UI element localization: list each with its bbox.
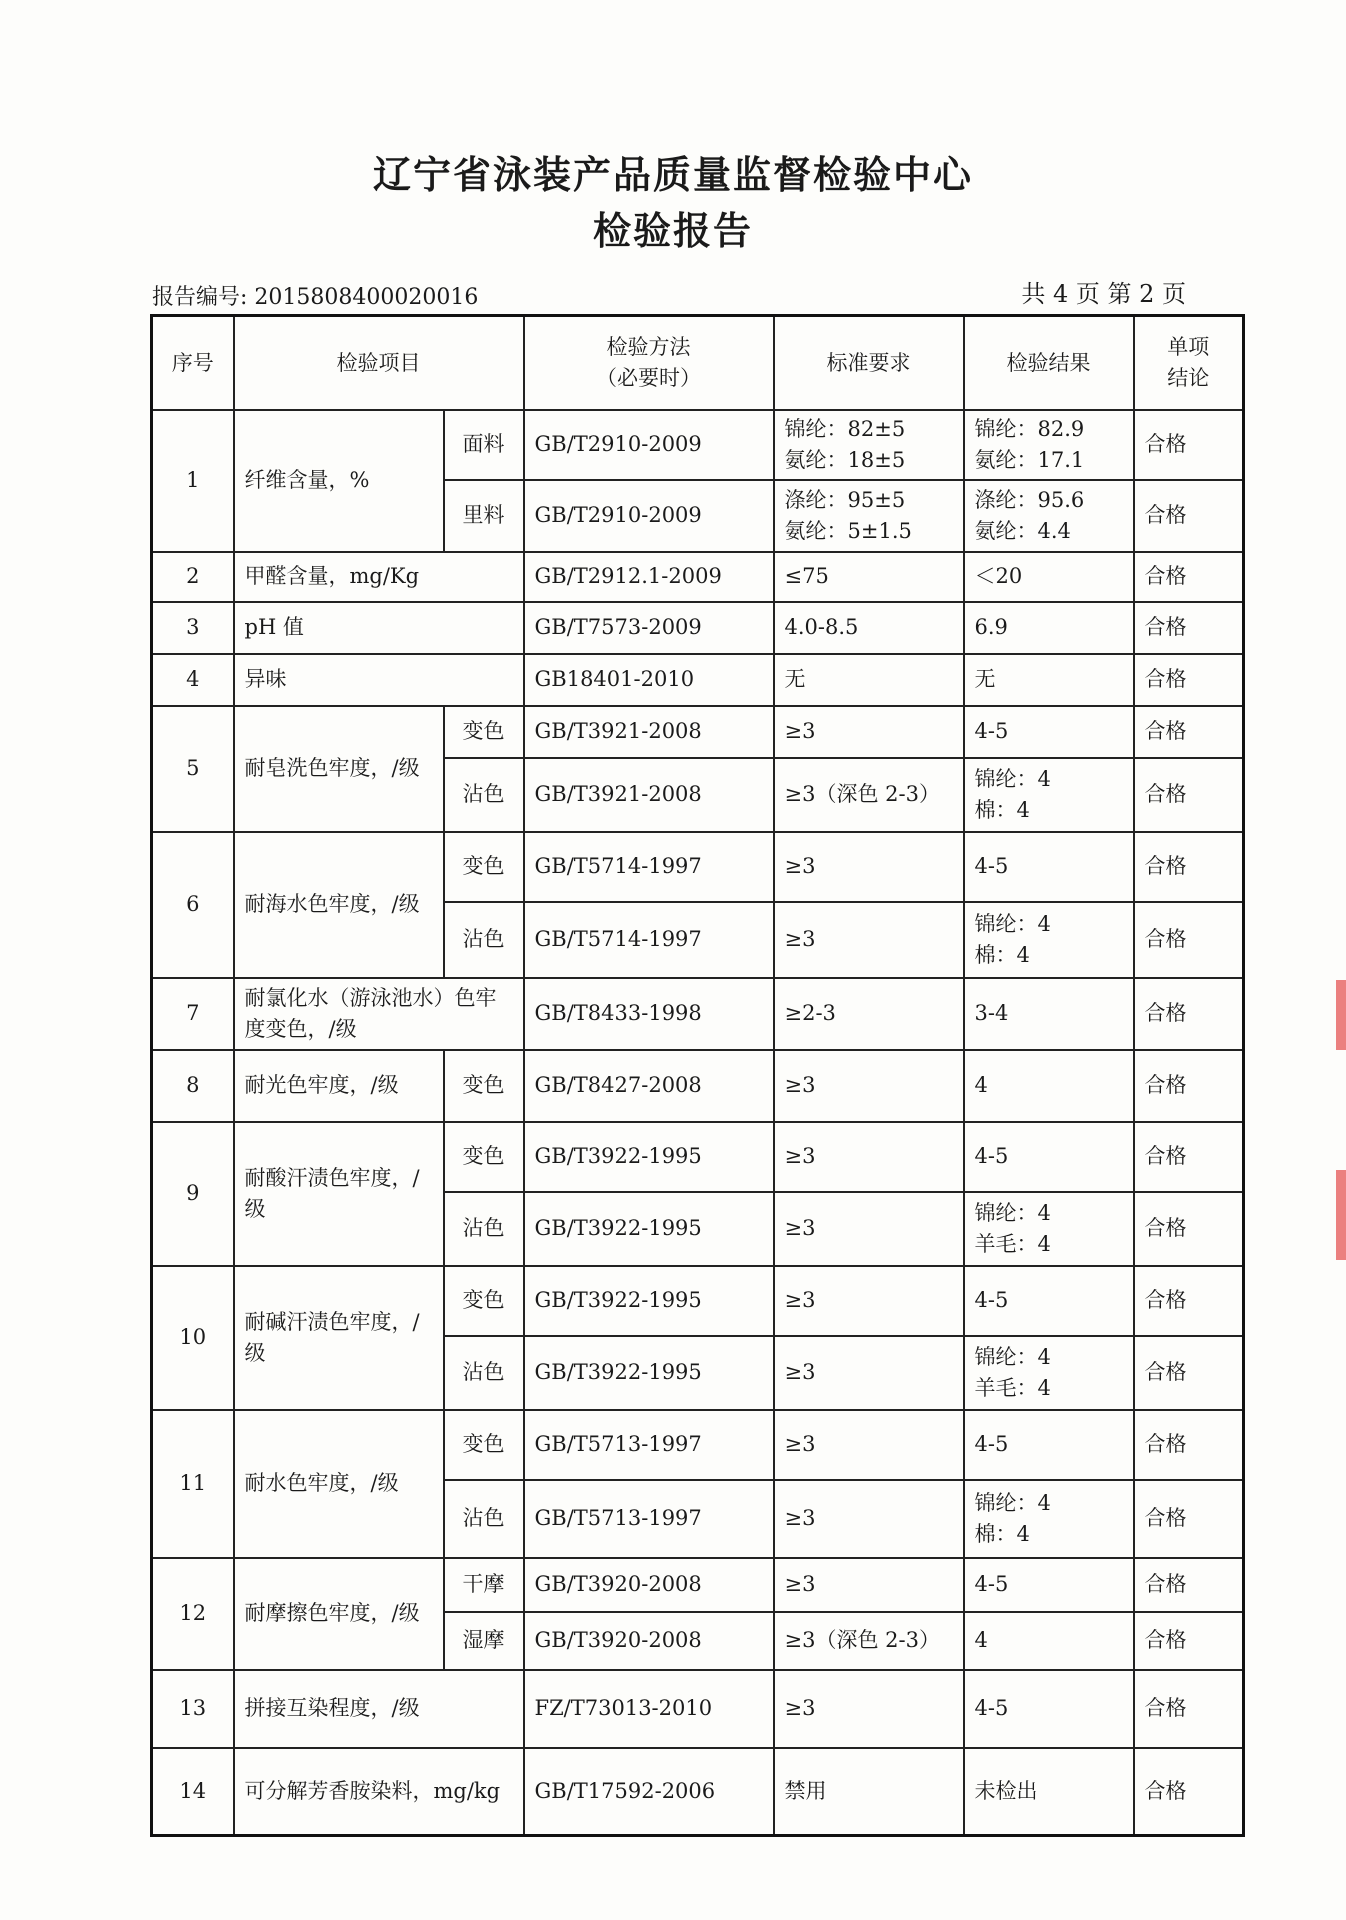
standard-requirement: 4.0-8.5	[774, 602, 964, 654]
standard-requirement: 禁用	[774, 1748, 964, 1836]
header-requirement: 标准要求	[774, 316, 964, 410]
table-row	[152, 832, 1244, 902]
test-method: GB/T3922-1995	[524, 1192, 774, 1266]
test-result: 锦纶：4 羊毛：4	[964, 1192, 1134, 1266]
test-item: 异味	[234, 654, 524, 706]
report-number: 报告编号: 2015808400020016	[152, 285, 479, 310]
test-method: GB/T5714-1997	[524, 832, 774, 902]
standard-requirement: ≥3	[774, 1192, 964, 1266]
standard-requirement: ≥3	[774, 1266, 964, 1336]
test-method: GB/T8433-1998	[524, 978, 774, 1050]
sub-item: 干摩	[444, 1558, 524, 1612]
test-method: FZ/T73013-2010	[524, 1670, 774, 1748]
row-number: 13	[152, 1670, 234, 1748]
standard-requirement: ≥3	[774, 1336, 964, 1410]
test-method: GB/T2910-2009	[524, 410, 774, 480]
test-item: 耐摩擦色牢度，/级	[234, 1558, 444, 1670]
row-number: 10	[152, 1266, 234, 1410]
table-row	[152, 706, 1244, 758]
verdict: 合格	[1134, 410, 1244, 480]
table-row	[152, 654, 1244, 706]
verdict: 合格	[1134, 978, 1244, 1050]
test-result: 4-5	[964, 1122, 1134, 1192]
test-item: 耐海水色牢度，/级	[234, 832, 444, 978]
test-result: 4-5	[964, 1558, 1134, 1612]
table-row	[152, 602, 1244, 654]
inspection-table	[150, 314, 1245, 1837]
sub-item: 沾色	[444, 1336, 524, 1410]
verdict: 合格	[1134, 1336, 1244, 1410]
test-method: GB/T3922-1995	[524, 1266, 774, 1336]
test-method: GB/T2912.1-2009	[524, 552, 774, 602]
verdict: 合格	[1134, 552, 1244, 602]
header-result: 检验结果	[964, 316, 1134, 410]
table-body	[152, 410, 1244, 1836]
row-number: 1	[152, 410, 234, 552]
test-item: pH 值	[234, 602, 524, 654]
verdict: 合格	[1134, 1612, 1244, 1670]
red-stamp-mark	[1336, 980, 1346, 1050]
test-method: GB/T5713-1997	[524, 1410, 774, 1480]
test-method: GB/T3921-2008	[524, 706, 774, 758]
verdict: 合格	[1134, 758, 1244, 832]
test-item: 甲醛含量，mg/Kg	[234, 552, 524, 602]
test-method: GB/T2910-2009	[524, 480, 774, 552]
org-title: 辽宁省泳装产品质量监督检验中心	[372, 153, 973, 197]
test-result: 4-5	[964, 1410, 1134, 1480]
standard-requirement: ≥3	[774, 1558, 964, 1612]
sub-item: 湿摩	[444, 1612, 524, 1670]
test-item: 耐酸汗渍色牢度，/级	[234, 1122, 444, 1266]
test-item: 耐皂洗色牢度，/级	[234, 706, 444, 832]
sub-item: 变色	[444, 1122, 524, 1192]
sub-item: 面料	[444, 410, 524, 480]
verdict: 合格	[1134, 902, 1244, 978]
row-number: 2	[152, 552, 234, 602]
test-result: ＜20	[964, 552, 1134, 602]
test-result: 3-4	[964, 978, 1134, 1050]
row-number: 12	[152, 1558, 234, 1670]
header-no: 序号	[152, 316, 234, 410]
verdict: 合格	[1134, 1410, 1244, 1480]
table-row	[152, 410, 1244, 480]
red-stamp-mark	[1336, 1170, 1346, 1260]
test-method: GB/T5713-1997	[524, 1480, 774, 1558]
test-method: GB/T8427-2008	[524, 1050, 774, 1122]
verdict: 合格	[1134, 1266, 1244, 1336]
sub-item: 沾色	[444, 1192, 524, 1266]
test-result: 锦纶：4 棉：4	[964, 758, 1134, 832]
test-item: 可分解芳香胺染料，mg/kg	[234, 1748, 524, 1836]
test-item: 耐光色牢度，/级	[234, 1050, 444, 1122]
verdict: 合格	[1134, 1480, 1244, 1558]
header-method: 检验方法 （必要时）	[524, 316, 774, 410]
verdict: 合格	[1134, 1192, 1244, 1266]
standard-requirement: 锦纶：82±5 氨纶：18±5	[774, 410, 964, 480]
test-item: 拼接互染程度，/级	[234, 1670, 524, 1748]
row-number: 4	[152, 654, 234, 706]
standard-requirement: ≥3（深色 2-3）	[774, 1612, 964, 1670]
standard-requirement: ≥3	[774, 1050, 964, 1122]
standard-requirement: ≥2-3	[774, 978, 964, 1050]
test-item: 耐水色牢度，/级	[234, 1410, 444, 1558]
verdict: 合格	[1134, 706, 1244, 758]
test-result: 锦纶：82.9 氨纶：17.1	[964, 410, 1134, 480]
test-result: 未检出	[964, 1748, 1134, 1836]
standard-requirement: ≥3（深色 2-3）	[774, 758, 964, 832]
header-item: 检验项目	[234, 316, 524, 410]
test-result: 无	[964, 654, 1134, 706]
verdict: 合格	[1134, 480, 1244, 552]
test-result: 4-5	[964, 1670, 1134, 1748]
page-info: 共 4 页 第 2 页	[1021, 280, 1186, 308]
sub-item: 变色	[444, 1050, 524, 1122]
test-result: 4-5	[964, 1266, 1134, 1336]
sub-item: 变色	[444, 1266, 524, 1336]
table-row	[152, 552, 1244, 602]
standard-requirement: 涤纶：95±5 氨纶：5±1.5	[774, 480, 964, 552]
test-method: GB/T3920-2008	[524, 1558, 774, 1612]
table-row	[152, 978, 1244, 1050]
standard-requirement: ≥3	[774, 1122, 964, 1192]
inspection-table-container	[150, 314, 1242, 1837]
sub-item: 变色	[444, 706, 524, 758]
test-method: GB/T3922-1995	[524, 1122, 774, 1192]
standard-requirement: ≥3	[774, 832, 964, 902]
test-method: GB/T17592-2006	[524, 1748, 774, 1836]
test-result: 锦纶：4 棉：4	[964, 1480, 1134, 1558]
test-method: GB18401-2010	[524, 654, 774, 706]
sub-item: 里料	[444, 480, 524, 552]
verdict: 合格	[1134, 1558, 1244, 1612]
sub-item: 沾色	[444, 902, 524, 978]
table-row	[152, 1266, 1244, 1336]
row-number: 9	[152, 1122, 234, 1266]
row-number: 14	[152, 1748, 234, 1836]
test-method: GB/T3921-2008	[524, 758, 774, 832]
standard-requirement: ≥3	[774, 1670, 964, 1748]
test-result: 涤纶：95.6 氨纶：4.4	[964, 480, 1134, 552]
sub-item: 沾色	[444, 1480, 524, 1558]
table-row	[152, 1558, 1244, 1612]
sub-item: 变色	[444, 832, 524, 902]
row-number: 6	[152, 832, 234, 978]
verdict: 合格	[1134, 1122, 1244, 1192]
verdict: 合格	[1134, 1670, 1244, 1748]
test-method: GB/T5714-1997	[524, 902, 774, 978]
table-row	[152, 1670, 1244, 1748]
row-number: 5	[152, 706, 234, 832]
report-title: 检验报告	[592, 209, 753, 253]
verdict: 合格	[1134, 832, 1244, 902]
table-row	[152, 1122, 1244, 1192]
sub-item: 沾色	[444, 758, 524, 832]
verdict: 合格	[1134, 1050, 1244, 1122]
standard-requirement: ≥3	[774, 706, 964, 758]
verdict: 合格	[1134, 654, 1244, 706]
test-item: 纤维含量，%	[234, 410, 444, 552]
header-verdict: 单项 结论	[1134, 316, 1244, 410]
test-method: GB/T3920-2008	[524, 1612, 774, 1670]
test-result: 锦纶：4 棉：4	[964, 902, 1134, 978]
verdict: 合格	[1134, 1748, 1244, 1836]
test-result: 锦纶：4 羊毛：4	[964, 1336, 1134, 1410]
test-method: GB/T3922-1995	[524, 1336, 774, 1410]
standard-requirement: ≥3	[774, 1410, 964, 1480]
row-number: 11	[152, 1410, 234, 1558]
test-item: 耐氯化水（游泳池水）色牢度变色，/级	[234, 978, 524, 1050]
test-result: 4	[964, 1612, 1134, 1670]
test-item: 耐碱汗渍色牢度，/级	[234, 1266, 444, 1410]
row-number: 7	[152, 978, 234, 1050]
test-method: GB/T7573-2009	[524, 602, 774, 654]
row-number: 8	[152, 1050, 234, 1122]
table-row	[152, 1748, 1244, 1836]
test-result: 4-5	[964, 706, 1134, 758]
row-number: 3	[152, 602, 234, 654]
verdict: 合格	[1134, 602, 1244, 654]
standard-requirement: ≥3	[774, 902, 964, 978]
standard-requirement: 无	[774, 654, 964, 706]
table-row	[152, 1050, 1244, 1122]
sub-item: 变色	[444, 1410, 524, 1480]
test-result: 6.9	[964, 602, 1134, 654]
table-header-row	[152, 316, 1244, 410]
test-result: 4-5	[964, 832, 1134, 902]
standard-requirement: ≤75	[774, 552, 964, 602]
test-result: 4	[964, 1050, 1134, 1122]
standard-requirement: ≥3	[774, 1480, 964, 1558]
table-row	[152, 1410, 1244, 1480]
